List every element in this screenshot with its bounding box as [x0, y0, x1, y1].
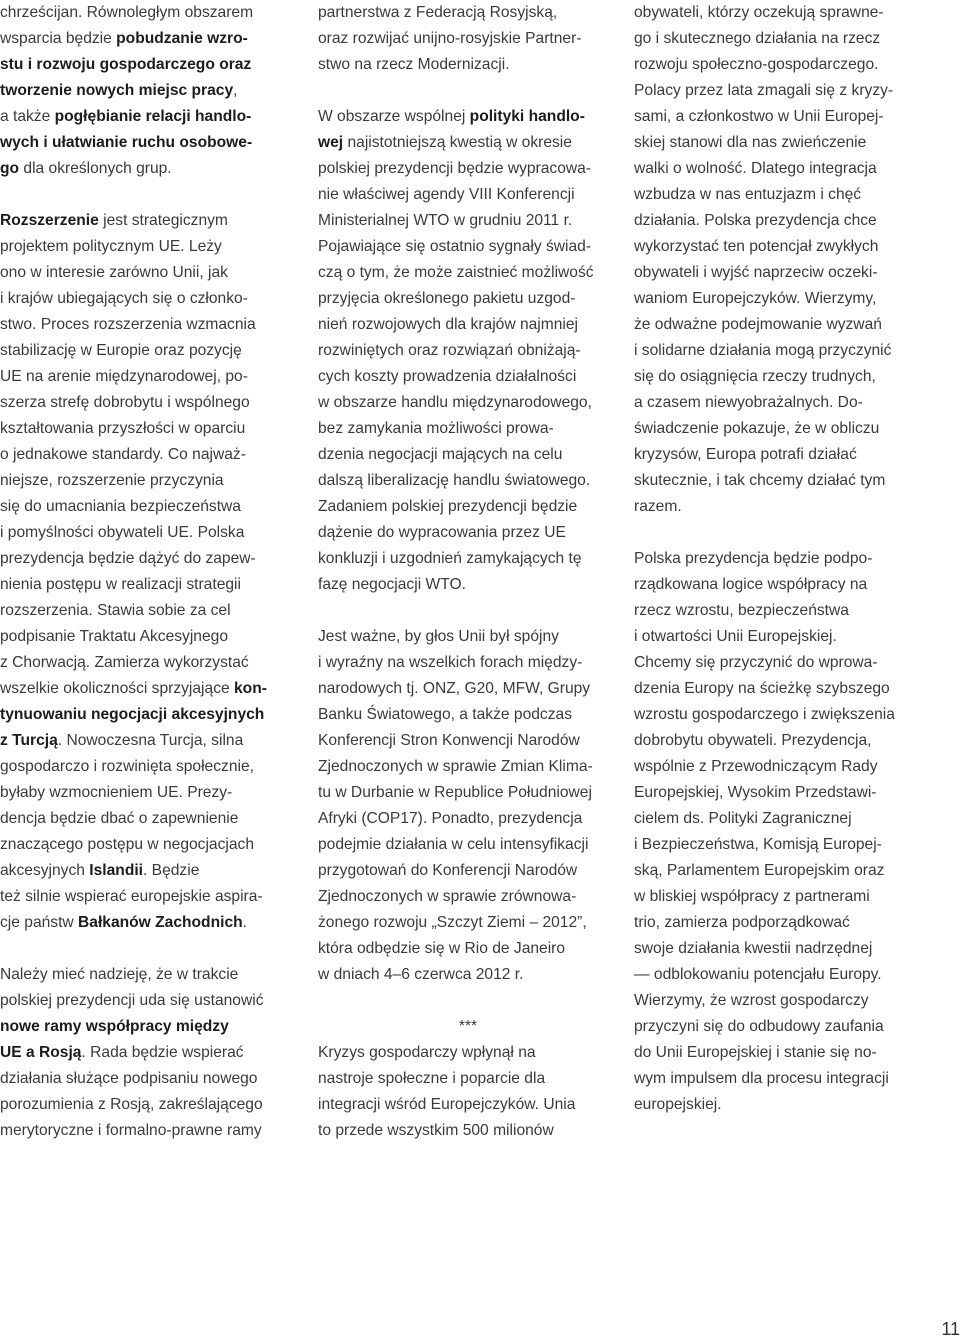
text-line: działania służące podpisaniu nowego: [0, 1070, 258, 1087]
page-number: 11: [941, 1319, 960, 1339]
text-line: wzrostu gospodarczego i zwiększenia: [634, 706, 895, 723]
text-line: podpisanie Traktatu Akcesyjnego: [0, 628, 228, 645]
text-line: wej najistotniejszą kwestią w okresie: [318, 134, 572, 151]
text-line: Zjednoczonych w sprawie zrównowa-: [318, 888, 577, 905]
text-column-middle: [318, 0, 618, 1144]
text-line: i otwartości Unii Europejskiej.: [634, 628, 837, 645]
text-line: go dla określonych grup.: [0, 160, 172, 177]
text-line: obywateli i wyjść naprzeciw oczeki-: [634, 264, 878, 281]
text-line: Konferencji Stron Konwencji Narodów: [318, 732, 580, 749]
text-line: bez zamykania możliwości prowa-: [318, 420, 554, 437]
text-line: świadczenie pokazuje, że w obliczu: [634, 420, 880, 437]
text-line: przygotowań do Konferencji Narodów: [318, 862, 578, 879]
text-line: Chcemy się przyczynić do wprowa-: [634, 654, 878, 671]
text-line: Wierzymy, że wzrost gospodarczy: [634, 992, 869, 1009]
text-line: razem.: [634, 498, 682, 515]
text-line: Rozszerzenie jest strategicznym: [0, 212, 228, 229]
text-line: się do umacniania bezpieczeństwa: [0, 498, 241, 515]
text-line: wspólnie z Przewodniczącym Rady: [634, 758, 878, 775]
text-line: w dniach 4–6 czerwca 2012 r.: [318, 966, 524, 983]
text-line: nie właściwej agendy VIII Konferencji: [318, 186, 575, 203]
paragraph-trade-policy: [318, 104, 618, 598]
text-column-right: [634, 0, 934, 1118]
text-line: rzecz wzrostu, bezpieczeństwa: [634, 602, 849, 619]
text-line: polskiej prezydencji będzie wypracowa-: [318, 160, 592, 177]
text-line: dalszą liberalizację handlu światowego.: [318, 472, 591, 489]
text-line: z Turcją. Nowoczesna Turcja, silna: [0, 732, 244, 749]
text-line: europejskiej.: [634, 1096, 722, 1113]
text-line: byłaby wzmocnieniem UE. Prezy-: [0, 784, 233, 801]
text-line: dzenia negocjacji mających na celu: [318, 446, 563, 463]
text-line: Zadaniem polskiej prezydencji będzie: [318, 498, 578, 515]
text-line: Banku Światowego, a także podczas: [318, 706, 572, 723]
text-line: obywateli, którzy oczekują sprawne-: [634, 4, 884, 21]
text-line: chrześcijan. Równoległym obszarem: [0, 4, 254, 21]
text-line: cielem ds. Polityki Zagranicznej: [634, 810, 852, 827]
text-line: i krajów ubiegających się o członko-: [0, 290, 248, 307]
text-line: też silnie wspierać europejskie aspira-: [0, 888, 263, 905]
text-line: rozwoju społeczno-gospodarczego.: [634, 56, 879, 73]
text-line: nień rozwojowych dla krajów najmniej: [318, 316, 579, 333]
text-line: z Chorwacją. Zamierza wykorzystać: [0, 654, 249, 671]
text-line: rozszerzenia. Stawia sobie za cel: [0, 602, 231, 619]
text-line: narodowych tj. ONZ, G20, MFW, Grupy: [318, 680, 591, 697]
paragraph-russia-cooperation: [0, 962, 300, 1144]
text-column-left: [0, 0, 300, 1144]
text-line: partnerstwa z Federacją Rosyjską,: [318, 4, 558, 21]
text-line: tu w Durbanie w Republice Południowej: [318, 784, 592, 801]
text-line: wszelkie okoliczności sprzyjające kon-: [0, 680, 267, 697]
text-line: podejmie działania w celu intensyfikacji: [318, 836, 589, 853]
text-line: przyczyni się do odbudowy zaufania: [634, 1018, 884, 1035]
text-line: Zjednoczonych w sprawie Zmian Klima-: [318, 758, 593, 775]
text-line: szerza strefę dobrobytu i wspólnego: [0, 394, 250, 411]
text-line: dzenia Europy na ścieżkę szybszego: [634, 680, 890, 697]
text-line: gospodarczo i rozwinięta społecznie,: [0, 758, 254, 775]
text-line: Europejskiej, Wysokim Przedstawi-: [634, 784, 877, 801]
text-line: integracji wśród Europejczyków. Unia: [318, 1096, 576, 1113]
text-line: ską, Parlamentem Europejskim oraz: [634, 862, 885, 879]
text-line: czą o tym, że może zaistnieć możliwość: [318, 264, 594, 281]
text-line: dobrobytu obywateli. Prezydencja,: [634, 732, 872, 749]
text-line: wych i ułatwianie ruchu osobowe-: [0, 134, 253, 151]
text-line: dążenie do wypracowania przez UE: [318, 524, 566, 541]
text-line: która odbędzie się w Rio de Janeiro: [318, 940, 566, 957]
text-line: W obszarze wspólnej polityki handlo-: [318, 108, 585, 125]
text-line: w bliskiej współpracy z partnerami: [634, 888, 870, 905]
text-line: stwo na rzecz Modernizacji.: [318, 56, 510, 73]
text-line: trio, zamierza podporządkować: [634, 914, 850, 931]
text-line: wykorzystać ten potencjał zwykłych: [634, 238, 879, 255]
text-line: stu i rozwoju gospodarczego oraz: [0, 56, 252, 73]
text-line: porozumienia z Rosją, zakreślającego: [0, 1096, 263, 1113]
text-line: niejsze, rozszerzenie przyczynia: [0, 472, 224, 489]
text-line: Ministerialnej WTO w grudniu 2011 r.: [318, 212, 573, 229]
text-line: że odważne podejmowanie wyzwań: [634, 316, 882, 333]
text-line: oraz rozwijać unijno-rosyjskie Partner-: [318, 30, 582, 47]
text-line: nastroje społeczne i poparcie dla: [318, 1070, 546, 1087]
text-line: ono w interesie zarówno Unii, jak: [0, 264, 228, 281]
text-line: znaczącego postępu w negocjacjach: [0, 836, 254, 853]
text-line: o jednakowe standardy. Co najważ-: [0, 446, 246, 463]
text-line: Jest ważne, by głos Unii był spójny: [318, 628, 559, 645]
text-line: i wyraźny na wszelkich forach między-: [318, 654, 583, 671]
text-line: Polacy przez lata zmagali się z kryzy-: [634, 82, 894, 99]
text-line: kształtowania przyszłości w oparciu: [0, 420, 246, 437]
text-line: UE na arenie międzynarodowej, po-: [0, 368, 248, 385]
text-line: nowe ramy współpracy między: [0, 1018, 229, 1035]
text-line: i pomyślności obywateli UE. Polska: [0, 524, 245, 541]
text-line: go i skutecznego działania na rzecz: [634, 30, 881, 47]
paragraph-international-forums: [318, 624, 618, 988]
text-line: swoje działania kwestii nadrzędnej: [634, 940, 873, 957]
paragraph-economic-crisis: [318, 1040, 618, 1144]
text-line: konkluzji i uzgodnień zamykających tę: [318, 550, 582, 567]
text-line: a także pogłębianie relacji handlo-: [0, 108, 252, 125]
text-line: tynuowaniu negocjacji akcesyjnych: [0, 706, 265, 723]
text-line: fazę negocjacji WTO.: [318, 576, 466, 593]
text-line: merytoryczne i formalno-prawne ramy: [0, 1122, 262, 1139]
text-line: i Bezpieczeństwa, Komisją Europej-: [634, 836, 882, 853]
text-line: kryzysów, Europa potrafi działać: [634, 446, 857, 463]
paragraph-enlargement: [0, 208, 300, 936]
text-line: to przede wszystkim 500 milionów: [318, 1122, 554, 1139]
text-line: akcesyjnych Islandii. Będzie: [0, 862, 200, 879]
text-line: prezydencja będzie dążyć do zapew-: [0, 550, 256, 567]
text-line: do Unii Europejskiej i stanie się no-: [634, 1044, 877, 1061]
text-line: stwo. Proces rozszerzenia wzmacnia: [0, 316, 256, 333]
text-line: cych koszty prowadzenia działalności: [318, 368, 577, 385]
text-line: stabilizację w Europie oraz pozycję: [0, 342, 242, 359]
text-line: wsparcia będzie pobudzanie wzro-: [0, 30, 248, 47]
text-line: w obszarze handlu międzynarodowego,: [318, 394, 592, 411]
text-line: walki o wolność. Dlatego integracja: [634, 160, 877, 177]
text-line: wzbudza w nas entuzjazm i chęć: [634, 186, 862, 203]
text-line: a czasem niewyobrażalnych. Do-: [634, 394, 863, 411]
section-separator: ***: [458, 1018, 478, 1035]
paragraph-economic-support: [0, 0, 300, 182]
text-line: waniom Europejczyków. Wierzymy,: [634, 290, 877, 307]
text-line: rządkowana logice współpracy na: [634, 576, 868, 593]
text-line: skiej stanowi dla nas zwieńczenie: [634, 134, 867, 151]
text-line: żonego rozwoju „Szczyt Ziemi – 2012”,: [318, 914, 587, 931]
text-line: UE a Rosją. Rada będzie wspierać: [0, 1044, 244, 1061]
text-line: działania. Polska prezydencja chce: [634, 212, 877, 229]
text-line: Należy mieć nadzieję, że w trakcie: [0, 966, 239, 983]
text-line: i solidarne działania mogą przyczynić: [634, 342, 892, 359]
text-line: polskiej prezydencji uda się ustanowić: [0, 992, 264, 1009]
text-line: wym impulsem dla procesu integracji: [634, 1070, 889, 1087]
paragraph-russia-partnership: [318, 0, 618, 78]
text-line: dencja będzie dbać o zapewnienie: [0, 810, 239, 827]
text-line: skutecznie, i tak chcemy działać tym: [634, 472, 886, 489]
text-line: się do osiągnięcia rzeczy trudnych,: [634, 368, 876, 385]
text-line: Afryki (COP17). Ponadto, prezydencja: [318, 810, 583, 827]
text-line: sami, a członkostwo w Unii Europej-: [634, 108, 884, 125]
text-line: tworzenie nowych miejsc pracy,: [0, 82, 238, 99]
text-line: — odblokowaniu potencjału Europy.: [634, 966, 882, 983]
text-line: Polska prezydencja będzie podpo-: [634, 550, 873, 567]
text-line: projektem politycznym UE. Leży: [0, 238, 222, 255]
paragraph-growth-logic: [634, 546, 934, 1118]
text-line: Pojawiające się ostatnio sygnały świad-: [318, 238, 592, 255]
paragraph-citizens-expectations: [634, 0, 934, 520]
text-line: nienia postępu w realizacji strategii: [0, 576, 241, 593]
text-line: przyjęcia określonego pakietu uzgod-: [318, 290, 576, 307]
text-line: Kryzys gospodarczy wpłynął na: [318, 1044, 536, 1061]
text-line: cje państw Bałkanów Zachodnich.: [0, 914, 247, 931]
text-line: rozwiniętych oraz rozwiązań obniżają-: [318, 342, 581, 359]
